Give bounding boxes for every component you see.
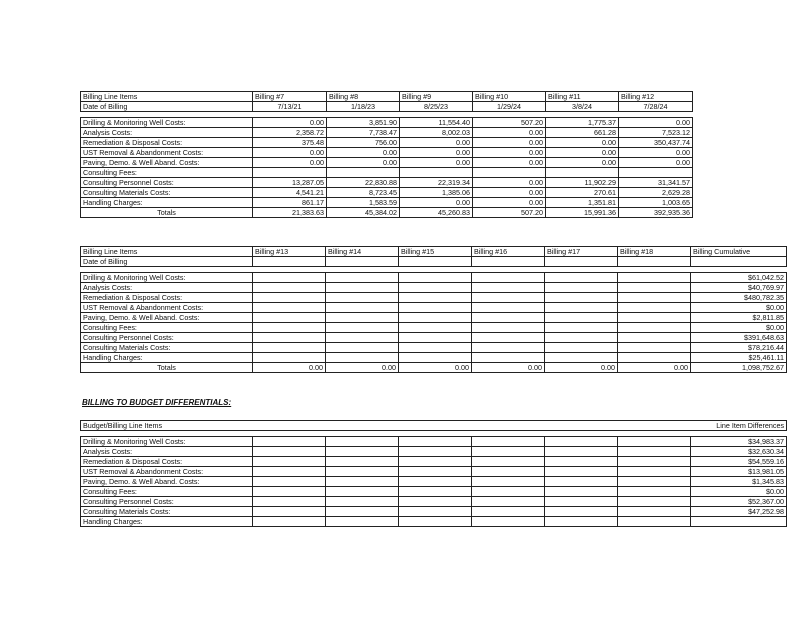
amount-cell: 1,003.65 (619, 198, 693, 208)
difference-cell: $52,367.00 (691, 497, 787, 507)
amount-cell: 22,319.34 (400, 178, 473, 188)
table-row (81, 437, 787, 447)
cumulative-cell: $40,769.97 (691, 283, 787, 293)
table-row (81, 118, 693, 128)
table-row (81, 273, 787, 283)
amount-cell (253, 437, 326, 447)
column-header: Billing #10 (473, 92, 546, 102)
amount-cell (545, 477, 618, 487)
amount-cell (326, 353, 399, 363)
header-label: Billing Line Items (81, 247, 253, 257)
amount-cell: 0.00 (619, 158, 693, 168)
amount-cell: 0.00 (473, 198, 546, 208)
row-label: Consulting Materials Costs: (81, 507, 253, 517)
amount-cell (399, 487, 472, 497)
row-label: Paving, Demo. & Well Aband. Costs: (81, 313, 253, 323)
billing-date: 8/25/23 (400, 102, 473, 112)
amount-cell: 3,851.90 (327, 118, 400, 128)
amount-cell (253, 467, 326, 477)
amount-cell (326, 293, 399, 303)
amount-cell (253, 497, 326, 507)
amount-cell (399, 323, 472, 333)
amount-cell (472, 497, 545, 507)
cumulative-cell: $0.00 (691, 303, 787, 313)
amount-cell (619, 168, 693, 178)
difference-cell: $1,345.83 (691, 477, 787, 487)
amount-cell (326, 437, 399, 447)
row-label: Consulting Personnel Costs: (81, 178, 253, 188)
amount-cell (253, 313, 326, 323)
amount-cell: 0.00 (327, 158, 400, 168)
table-row (81, 467, 787, 477)
cumulative-cell: $480,782.35 (691, 293, 787, 303)
row-label: Consulting Personnel Costs: (81, 333, 253, 343)
amount-cell (618, 293, 691, 303)
amount-cell: 861.17 (253, 198, 327, 208)
table-row (81, 497, 787, 507)
amount-cell (399, 437, 472, 447)
amount-cell: 0.00 (400, 138, 473, 148)
amount-cell (472, 333, 545, 343)
total-cell: 45,384.02 (327, 208, 400, 218)
column-header: Billing #11 (546, 92, 619, 102)
cumulative-cell: $61,042.52 (691, 273, 787, 283)
row-label: Handling Charges: (81, 517, 253, 527)
amount-cell (472, 293, 545, 303)
row-label: UST Removal & Abandonment Costs: (81, 303, 253, 313)
totals-label: Totals (81, 208, 253, 218)
amount-cell (399, 353, 472, 363)
amount-cell: 0.00 (473, 178, 546, 188)
amount-cell (472, 507, 545, 517)
amount-cell (253, 273, 326, 283)
amount-cell (472, 517, 545, 527)
amount-cell: 0.00 (546, 138, 619, 148)
section-title: BILLING TO BUDGET DIFFERENTIALS: (82, 398, 232, 407)
amount-cell: 8,002.03 (400, 128, 473, 138)
total-cell: 1,098,752.67 (691, 363, 787, 373)
total-cell: 0.00 (618, 363, 691, 373)
row-label: Consulting Fees: (81, 323, 253, 333)
billing-table-13-18 (80, 246, 787, 373)
table-row (81, 323, 787, 333)
amount-cell (545, 273, 618, 283)
amount-cell: 0.00 (253, 148, 327, 158)
amount-cell (326, 467, 399, 477)
table-row (81, 457, 787, 467)
amount-cell: 350,437.74 (619, 138, 693, 148)
row-label: Handling Charges: (81, 353, 253, 363)
amount-cell: 7,523.12 (619, 128, 693, 138)
amount-cell (545, 447, 618, 457)
amount-cell (326, 487, 399, 497)
amount-cell (545, 497, 618, 507)
amount-cell (545, 283, 618, 293)
row-label: Analysis Costs: (81, 128, 253, 138)
amount-cell (618, 333, 691, 343)
amount-cell: 0.00 (546, 148, 619, 158)
table-row (81, 148, 693, 158)
amount-cell: 0.00 (546, 158, 619, 168)
total-cell: 0.00 (326, 363, 399, 373)
amount-cell (618, 497, 691, 507)
amount-cell (253, 283, 326, 293)
table-row (81, 178, 693, 188)
column-header: Billing #13 (253, 247, 326, 257)
column-header: Billing #17 (545, 247, 618, 257)
amount-cell (399, 477, 472, 487)
table-row (81, 353, 787, 363)
amount-cell (618, 437, 691, 447)
billing-date: 1/18/23 (327, 102, 400, 112)
amount-cell (545, 437, 618, 447)
difference-cell: $0.00 (691, 487, 787, 497)
amount-cell (472, 477, 545, 487)
difference-cell (691, 517, 787, 527)
row-label: UST Removal & Abandonment Costs: (81, 148, 253, 158)
amount-cell (326, 303, 399, 313)
date-label: Date of Billing (81, 257, 253, 267)
amount-cell (253, 168, 327, 178)
amount-cell (546, 168, 619, 178)
amount-cell (399, 303, 472, 313)
amount-cell (253, 517, 326, 527)
amount-cell (618, 477, 691, 487)
amount-cell (545, 517, 618, 527)
table-row (81, 303, 787, 313)
cumulative-cell: $2,811.85 (691, 313, 787, 323)
billing-date: 3/8/24 (546, 102, 619, 112)
amount-cell (618, 487, 691, 497)
amount-cell: 756.00 (327, 138, 400, 148)
difference-cell: $34,983.37 (691, 437, 787, 447)
total-cell: 0.00 (253, 363, 326, 373)
amount-cell (399, 457, 472, 467)
amount-cell: 0.00 (400, 158, 473, 168)
amount-cell: 661.28 (546, 128, 619, 138)
amount-cell (253, 487, 326, 497)
row-label: Consulting Fees: (81, 168, 253, 178)
amount-cell (473, 168, 546, 178)
amount-cell (399, 343, 472, 353)
table-row (81, 293, 787, 303)
amount-cell (472, 323, 545, 333)
amount-cell (326, 477, 399, 487)
column-header: Line Item Differences (691, 421, 787, 431)
row-label: Handling Charges: (81, 198, 253, 208)
amount-cell: 0.00 (619, 118, 693, 128)
amount-cell (399, 313, 472, 323)
amount-cell (618, 353, 691, 363)
amount-cell: 0.00 (619, 148, 693, 158)
difference-cell: $13,981.05 (691, 467, 787, 477)
column-header: Billing #18 (618, 247, 691, 257)
total-cell: 507.20 (473, 208, 546, 218)
amount-cell: 1,385.06 (400, 188, 473, 198)
amount-cell (618, 467, 691, 477)
column-header: Billing #16 (472, 247, 545, 257)
row-label: Analysis Costs: (81, 447, 253, 457)
amount-cell (399, 273, 472, 283)
total-cell: 0.00 (472, 363, 545, 373)
column-header: Billing #12 (619, 92, 693, 102)
amount-cell (618, 457, 691, 467)
table-row (81, 198, 693, 208)
amount-cell (618, 343, 691, 353)
amount-cell: 11,902.29 (546, 178, 619, 188)
amount-cell: 11,554.40 (400, 118, 473, 128)
column-header: Billing Cumulative (691, 247, 787, 257)
row-label: Paving, Demo. & Well Aband. Costs: (81, 158, 253, 168)
amount-cell (326, 457, 399, 467)
cumulative-cell: $25,461.11 (691, 353, 787, 363)
amount-cell: 0.00 (253, 118, 327, 128)
billing-date: 1/29/24 (473, 102, 546, 112)
amount-cell (326, 447, 399, 457)
amount-cell (253, 333, 326, 343)
amount-cell (326, 343, 399, 353)
table-row (81, 487, 787, 497)
table-row (81, 283, 787, 293)
billing-table-7-12 (80, 91, 693, 218)
amount-cell (545, 467, 618, 477)
amount-cell: 8,723.45 (327, 188, 400, 198)
amount-cell (327, 168, 400, 178)
difference-cell: $54,559.16 (691, 457, 787, 467)
row-label: Drilling & Monitoring Well Costs: (81, 118, 253, 128)
amount-cell (472, 487, 545, 497)
amount-cell (618, 313, 691, 323)
amount-cell: 0.00 (253, 158, 327, 168)
amount-cell: 0.00 (473, 138, 546, 148)
amount-cell (472, 467, 545, 477)
table-row (81, 517, 787, 527)
amount-cell (326, 517, 399, 527)
amount-cell (472, 283, 545, 293)
amount-cell (618, 283, 691, 293)
amount-cell (472, 303, 545, 313)
row-label: Paving, Demo. & Well Aband. Costs: (81, 477, 253, 487)
totals-label: Totals (81, 363, 253, 373)
amount-cell (399, 333, 472, 343)
table-row (81, 477, 787, 487)
column-header: Billing #8 (327, 92, 400, 102)
table-row (81, 333, 787, 343)
amount-cell (472, 273, 545, 283)
cumulative-cell: $78,216.44 (691, 343, 787, 353)
amount-cell (326, 313, 399, 323)
amount-cell (618, 323, 691, 333)
amount-cell (618, 447, 691, 457)
row-label: Remediation & Disposal Costs: (81, 138, 253, 148)
row-label: Consulting Fees: (81, 487, 253, 497)
amount-cell: 0.00 (400, 198, 473, 208)
row-label: Remediation & Disposal Costs: (81, 457, 253, 467)
amount-cell (545, 353, 618, 363)
budget-differentials-table (80, 420, 787, 527)
row-label: Drilling & Monitoring Well Costs: (81, 437, 253, 447)
total-cell: 45,260.83 (400, 208, 473, 218)
amount-cell (253, 343, 326, 353)
amount-cell: 0.00 (473, 158, 546, 168)
amount-cell (253, 447, 326, 457)
amount-cell: 0.00 (473, 148, 546, 158)
row-label: Consulting Materials Costs: (81, 343, 253, 353)
total-cell: 15,991.36 (546, 208, 619, 218)
amount-cell (326, 283, 399, 293)
amount-cell (253, 477, 326, 487)
amount-cell: 7,738.47 (327, 128, 400, 138)
total-cell: 392,935.36 (619, 208, 693, 218)
amount-cell (399, 497, 472, 507)
amount-cell (472, 447, 545, 457)
amount-cell (326, 497, 399, 507)
amount-cell (472, 313, 545, 323)
amount-cell (545, 293, 618, 303)
table-row (81, 158, 693, 168)
amount-cell (399, 447, 472, 457)
amount-cell (472, 343, 545, 353)
amount-cell: 22,830.88 (327, 178, 400, 188)
amount-cell (545, 457, 618, 467)
amount-cell (472, 457, 545, 467)
amount-cell (399, 293, 472, 303)
table-row (81, 138, 693, 148)
amount-cell: 1,583.59 (327, 198, 400, 208)
cumulative-cell: $391,648.63 (691, 333, 787, 343)
column-header: Billing #7 (253, 92, 327, 102)
amount-cell: 1,775.37 (546, 118, 619, 128)
column-header: Billing #15 (399, 247, 472, 257)
amount-cell (545, 313, 618, 323)
amount-cell: 0.00 (400, 148, 473, 158)
amount-cell: 0.00 (473, 188, 546, 198)
amount-cell: 13,287.05 (253, 178, 327, 188)
amount-cell: 4,541.21 (253, 188, 327, 198)
amount-cell (399, 507, 472, 517)
amount-cell (545, 343, 618, 353)
amount-cell: 375.48 (253, 138, 327, 148)
amount-cell (253, 303, 326, 313)
row-label: Analysis Costs: (81, 283, 253, 293)
amount-cell (253, 323, 326, 333)
row-label: Consulting Materials Costs: (81, 188, 253, 198)
table-row (81, 313, 787, 323)
amount-cell (326, 273, 399, 283)
total-cell: 0.00 (545, 363, 618, 373)
amount-cell (253, 457, 326, 467)
amount-cell: 2,629.28 (619, 188, 693, 198)
amount-cell (253, 507, 326, 517)
amount-cell (399, 517, 472, 527)
amount-cell (400, 168, 473, 178)
amount-cell (545, 303, 618, 313)
amount-cell: 270.61 (546, 188, 619, 198)
row-label: Drilling & Monitoring Well Costs: (81, 273, 253, 283)
amount-cell: 507.20 (473, 118, 546, 128)
table-row (81, 188, 693, 198)
amount-cell (253, 293, 326, 303)
amount-cell (326, 323, 399, 333)
row-label: Consulting Personnel Costs: (81, 497, 253, 507)
table-row (81, 343, 787, 353)
amount-cell (618, 517, 691, 527)
table-row (81, 168, 693, 178)
amount-cell (399, 467, 472, 477)
amount-cell: 2,358.72 (253, 128, 327, 138)
amount-cell: 0.00 (473, 128, 546, 138)
amount-cell (326, 507, 399, 517)
amount-cell (545, 333, 618, 343)
amount-cell (326, 333, 399, 343)
table-row (81, 447, 787, 457)
cumulative-cell: $0.00 (691, 323, 787, 333)
amount-cell (545, 487, 618, 497)
amount-cell: 1,351.81 (546, 198, 619, 208)
table-row (81, 507, 787, 517)
amount-cell: 31,341.57 (619, 178, 693, 188)
amount-cell (399, 283, 472, 293)
column-header: Billing #9 (400, 92, 473, 102)
header-label: Billing Line Items (81, 92, 253, 102)
row-label: Remediation & Disposal Costs: (81, 293, 253, 303)
amount-cell (545, 323, 618, 333)
table-row (81, 128, 693, 138)
amount-cell (472, 437, 545, 447)
amount-cell: 0.00 (327, 148, 400, 158)
header-label: Budget/Billing Line Items (81, 421, 691, 431)
amount-cell (618, 273, 691, 283)
row-label: UST Removal & Abandonment Costs: (81, 467, 253, 477)
amount-cell (618, 507, 691, 517)
column-header: Billing #14 (326, 247, 399, 257)
billing-date: 7/28/24 (619, 102, 693, 112)
amount-cell (545, 507, 618, 517)
difference-cell: $32,630.34 (691, 447, 787, 457)
difference-cell: $47,252.98 (691, 507, 787, 517)
amount-cell (618, 303, 691, 313)
date-label: Date of Billing (81, 102, 253, 112)
amount-cell (253, 353, 326, 363)
total-cell: 0.00 (399, 363, 472, 373)
total-cell: 21,383.63 (253, 208, 327, 218)
amount-cell (472, 353, 545, 363)
billing-date: 7/13/21 (253, 102, 327, 112)
